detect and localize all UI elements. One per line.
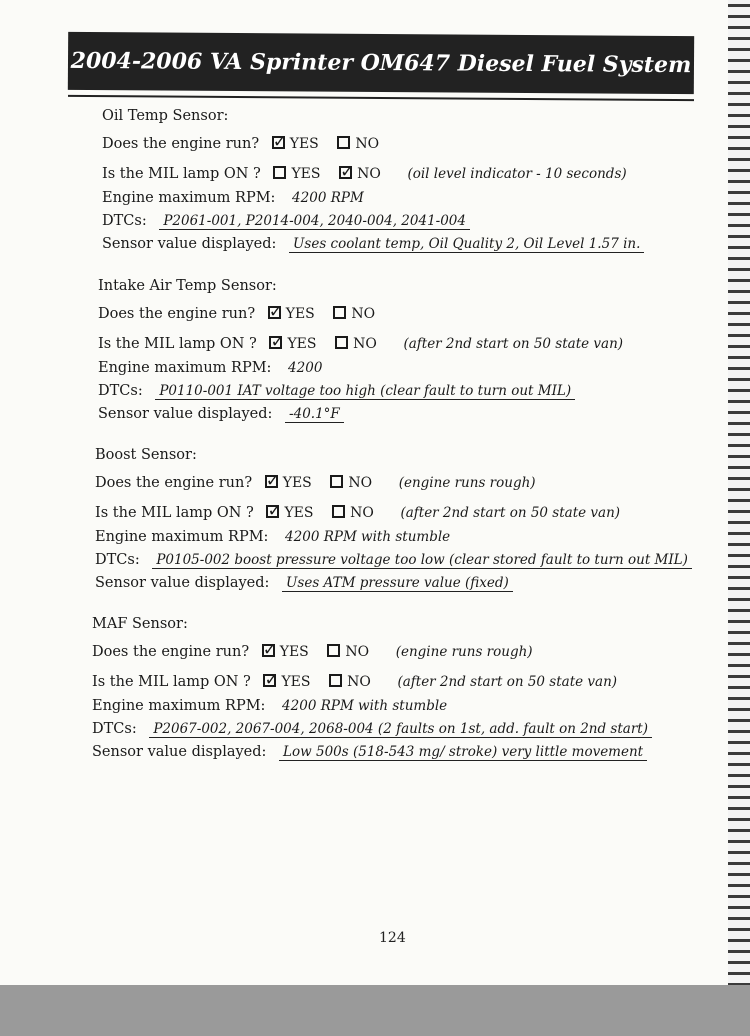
runs-row [92,644,533,660]
rpm-label: Engine maximum RPM: [98,360,272,376]
no-label: NO [357,166,381,182]
runs-row [95,475,536,491]
runs-label: Does the engine run? [92,644,250,660]
dtcs-value: P2067-002, 2067-004, 2068-004 (2 faults on 1st, add. fault on 2nd start) [149,721,652,738]
sensor-value-label: Sensor value displayed: [98,406,273,422]
dtcs-label: DTCs: [98,383,143,399]
dtcs-label: DTCs: [92,721,137,737]
runs-note: (engine runs rough) [398,475,536,491]
mil-row [95,505,620,521]
no-checkbox[interactable] [330,475,343,488]
no-label: NO [350,505,374,521]
yes-checkbox[interactable] [263,674,276,687]
rpm-value: 4200 RPM [292,190,364,206]
yes-checkbox[interactable] [272,136,285,149]
sensor-value: -40.1°F [285,406,344,423]
sensor-value: Uses coolant temp, Oil Quality 2, Oil Level 1.57 in. [289,236,644,253]
section-heading: Boost Sensor: [95,447,197,463]
no-checkbox[interactable] [337,136,350,149]
rpm-row [102,190,368,206]
rpm-label: Engine maximum RPM: [95,529,269,545]
mil-row [98,336,623,352]
no-checkbox[interactable] [329,674,342,687]
title-rule [68,95,694,101]
sensor-value: Low 500s (518-543 mg/ stroke) very little movement [279,744,647,761]
yes-checkbox[interactable] [273,166,286,179]
yes-label: YES [289,136,319,152]
sensor-value-label: Sensor value displayed: [102,236,277,252]
no-label: NO [347,674,371,690]
mil-label: Is the MIL lamp ON ? [92,674,251,690]
no-checkbox[interactable] [335,336,348,349]
rpm-value: 4200 RPM with stumble [285,529,451,545]
rpm-row [92,698,451,714]
dtcs-row [92,721,652,738]
mil-label: Is the MIL lamp ON ? [95,505,254,521]
yes-checkbox[interactable] [268,306,281,319]
no-checkbox[interactable] [332,505,345,518]
runs-row [102,136,401,152]
dtcs-row [98,383,575,400]
sensor-value-label: Sensor value displayed: [95,575,270,591]
mil-label: Is the MIL lamp ON ? [102,166,261,182]
yes-label: YES [284,505,314,521]
dtcs-row [102,213,470,230]
no-label: NO [353,336,377,352]
no-label: NO [348,475,373,491]
yes-label: YES [281,674,311,690]
runs-label: Does the engine run? [102,136,260,152]
no-checkbox[interactable] [333,306,346,319]
rpm-row [95,529,454,545]
sensor-value-row [92,744,647,761]
yes-checkbox[interactable] [262,644,275,657]
yes-checkbox[interactable] [265,475,278,488]
dtcs-value: P2061-001, P2014-004, 2040-004, 2041-004 [159,213,470,230]
mil-note: (after 2nd start on 50 state van) [403,336,624,352]
page-number: 124 [379,930,406,946]
no-checkbox[interactable] [339,166,352,179]
no-label: NO [351,306,376,322]
yes-label: YES [291,166,321,182]
yes-label: YES [287,336,317,352]
rpm-value: 4200 RPM with stumble [282,698,448,714]
mil-note: (after 2nd start on 50 state van) [400,505,621,521]
mil-row [92,674,617,690]
section-heading: Intake Air Temp Sensor: [98,278,277,294]
rpm-label: Engine maximum RPM: [92,698,266,714]
yes-label: YES [279,644,309,660]
yes-label: YES [285,306,315,322]
dtcs-value: P0110-001 IAT voltage too high (clear fault to turn out MIL) [155,383,575,400]
section-heading: MAF Sensor: [92,616,188,632]
dtcs-row [95,552,692,569]
dtcs-value: P0105-002 boost pressure voltage too low (clear stored fault to turn out MIL) [152,552,692,569]
sensor-value-row [95,575,513,592]
mil-label: Is the MIL lamp ON ? [98,336,257,352]
dtcs-label: DTCs: [102,213,147,229]
rpm-label: Engine maximum RPM: [102,190,276,206]
runs-label: Does the engine run? [98,306,256,322]
dtcs-label: DTCs: [95,552,140,568]
sensor-value-row [102,236,644,253]
rpm-row [98,360,326,376]
mil-row [102,166,627,182]
mil-note: (after 2nd start on 50 state van) [397,674,618,690]
yes-checkbox[interactable] [266,505,279,518]
spiral-binding [728,0,750,985]
runs-note: (engine runs rough) [395,644,533,660]
rpm-value: 4200 [288,360,323,376]
no-label: NO [355,136,380,152]
runs-row [98,306,397,322]
sensor-value-row [98,406,344,423]
mil-note: (oil level indicator - 10 seconds) [407,166,627,182]
runs-label: Does the engine run? [95,475,253,491]
no-label: NO [345,644,370,660]
section-heading: Oil Temp Sensor: [102,108,229,124]
yes-label: YES [282,475,312,491]
no-checkbox[interactable] [327,644,340,657]
page-title: 2004-2006 VA Sprinter OM647 Diesel Fuel System [68,32,694,94]
yes-checkbox[interactable] [269,336,282,349]
sensor-value: Uses ATM pressure value (fixed) [282,575,513,592]
sensor-value-label: Sensor value displayed: [92,744,267,760]
